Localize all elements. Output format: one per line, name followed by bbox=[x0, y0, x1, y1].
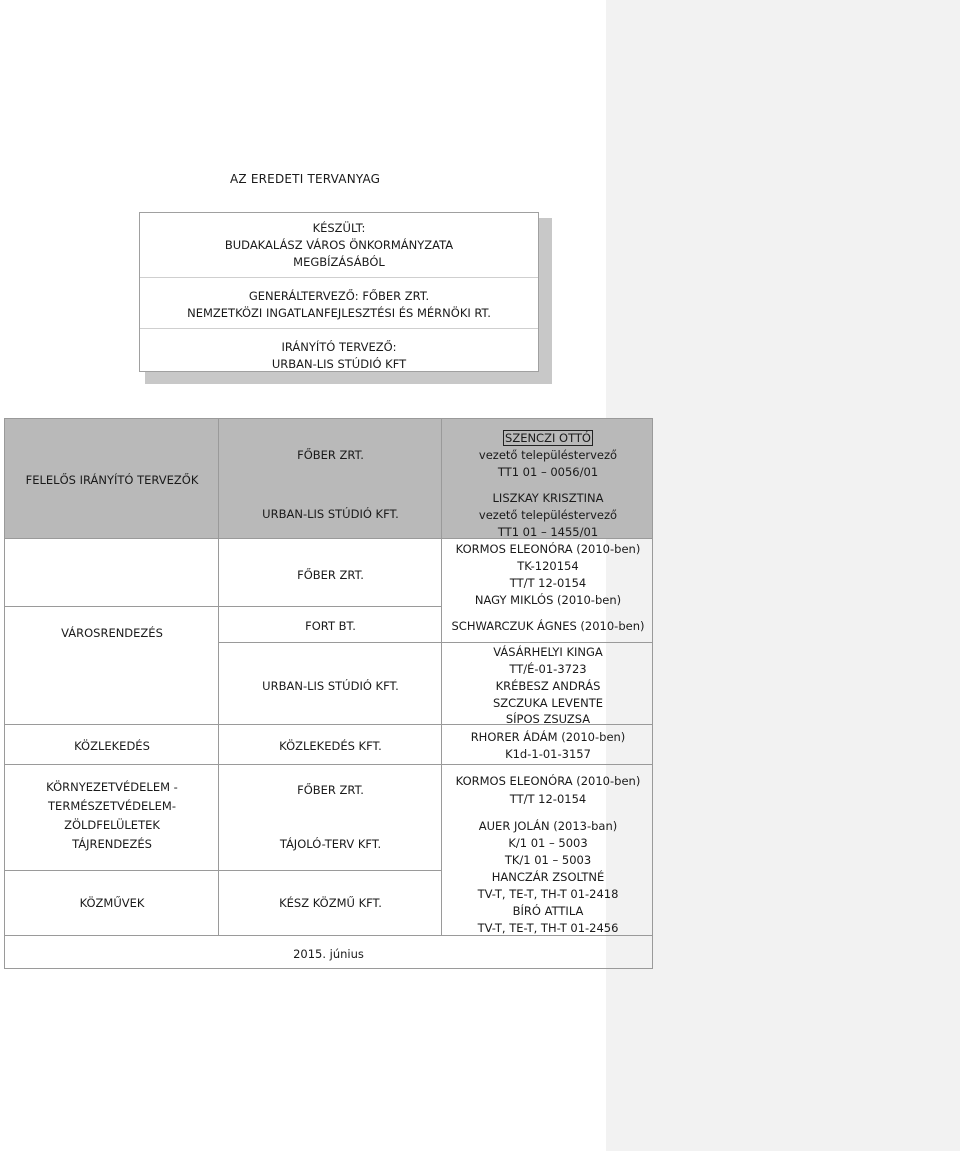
designer-name-line: RHORER ÁDÁM (2010-ben) bbox=[470, 730, 626, 744]
lead-designer-group bbox=[140, 328, 538, 373]
company-name: KÉSZ KÖZMŰ KFT. bbox=[279, 896, 382, 910]
company-name: KÖZLEKEDÉS KFT. bbox=[279, 739, 382, 753]
box-line: KÉSZÜLT: bbox=[312, 221, 366, 235]
designer-id-line: TT/T 12-0154 bbox=[509, 576, 587, 590]
designers-table bbox=[4, 418, 653, 969]
environment-label-line: ZÖLDFELÜLETEK bbox=[64, 818, 160, 832]
designer-id-line: TT/T 12-0154 bbox=[509, 792, 587, 806]
urban-planning-label: VÁROSRENDEZÉS bbox=[61, 626, 163, 640]
row-divider bbox=[5, 606, 442, 607]
designer-name-line: SÍPOS ZSUZSA bbox=[505, 712, 591, 726]
designer-name-line bbox=[442, 431, 654, 445]
designer-id-line: K1d-1-01-3157 bbox=[505, 747, 591, 761]
designer-id-line: TV-T, TE-T, TH-T 01-2418 bbox=[477, 887, 619, 901]
environment-label-line: KÖRNYEZETVÉDELEM - bbox=[46, 780, 178, 794]
company-name: URBAN-LIS STÚDIÓ KFT. bbox=[262, 679, 399, 693]
company-name: FORT BT. bbox=[305, 619, 356, 633]
designer-name-line: SZCZUKA LEVENTE bbox=[492, 696, 604, 710]
document-date: 2015. június bbox=[293, 947, 364, 961]
designer-title-line: vezető településtervező bbox=[478, 448, 618, 462]
commission-box bbox=[139, 212, 539, 372]
page-margin-panel bbox=[606, 0, 960, 1151]
designer-name-line: AUER JOLÁN (2013-ban) bbox=[478, 819, 618, 833]
environment-label-line: TÁJRENDEZÉS bbox=[72, 837, 152, 851]
designer-name-line: KORMOS ELEONÓRA (2010-ben) bbox=[455, 774, 641, 788]
general-designer-group bbox=[140, 277, 538, 322]
company-name: URBAN-LIS STÚDIÓ KFT. bbox=[262, 507, 399, 521]
designer-name-line: VÁSÁRHELYI KINGA bbox=[493, 645, 603, 659]
designer-id-line: TT1 01 – 1455/01 bbox=[497, 525, 599, 539]
box-line: NEMZETKÖZI INGATLANFEJLESZTÉSI ÉS MÉRNÖKI RT. bbox=[187, 306, 491, 320]
company-name: TÁJOLÓ-TERV KFT. bbox=[279, 837, 382, 851]
box-line: BUDAKALÁSZ VÁROS ÖNKORMÁNYZATA bbox=[224, 238, 454, 252]
designer-id-line: TK/1 01 – 5003 bbox=[504, 853, 592, 867]
row-divider bbox=[5, 764, 652, 765]
company-name: FŐBER ZRT. bbox=[297, 568, 364, 582]
designer-name-line: KORMOS ELEONÓRA (2010-ben) bbox=[455, 542, 641, 556]
designer-id-line: TT1 01 – 0056/01 bbox=[497, 465, 599, 479]
designer-title-line: vezető településtervező bbox=[478, 508, 618, 522]
row-divider bbox=[5, 935, 652, 936]
designer-name-line: NAGY MIKLÓS (2010-ben) bbox=[474, 593, 622, 607]
designer-id-line: TK-120154 bbox=[517, 559, 579, 573]
row-divider bbox=[5, 870, 442, 871]
designer-name-line: LISZKAY KRISZTINA bbox=[492, 491, 604, 505]
designer-name-highlight: SZENCZI OTTÓ bbox=[505, 431, 591, 445]
box-line: MEGBÍZÁSÁBÓL bbox=[293, 255, 385, 269]
commission-group bbox=[140, 220, 538, 271]
designer-name-line: BÍRÓ ATTILA bbox=[512, 904, 584, 918]
designer-id-line: TT/É-01-3723 bbox=[509, 662, 587, 676]
environment-label-line: TERMÉSZETVÉDELEM- bbox=[48, 799, 176, 813]
company-name: FŐBER ZRT. bbox=[297, 448, 364, 462]
company-name: FŐBER ZRT. bbox=[297, 783, 364, 797]
document-heading: AZ EREDETI TERVANYAG bbox=[230, 172, 381, 186]
transport-label: KÖZLEKEDÉS bbox=[74, 739, 150, 753]
responsible-designers-label: FELELŐS IRÁNYÍTÓ TERVEZŐK bbox=[25, 473, 199, 487]
designer-name-line: SCHWARCZUK ÁGNES (2010-ben) bbox=[451, 619, 645, 633]
box-line: URBAN-LIS STÚDIÓ KFT bbox=[271, 357, 407, 371]
utilities-label: KÖZMŰVEK bbox=[79, 896, 145, 910]
designer-name-line: KRÉBESZ ANDRÁS bbox=[495, 679, 601, 693]
designer-id-line: TV-T, TE-T, TH-T 01-2456 bbox=[477, 921, 619, 935]
row-divider bbox=[219, 642, 652, 643]
designer-id-line: K/1 01 – 5003 bbox=[508, 836, 588, 850]
box-line: GENERÁLTERVEZŐ: FŐBER ZRT. bbox=[248, 289, 430, 303]
designer-name-line: HANCZÁR ZSOLTNÉ bbox=[491, 870, 605, 884]
column-divider bbox=[218, 419, 219, 935]
box-line: IRÁNYÍTÓ TERVEZŐ: bbox=[281, 340, 397, 354]
